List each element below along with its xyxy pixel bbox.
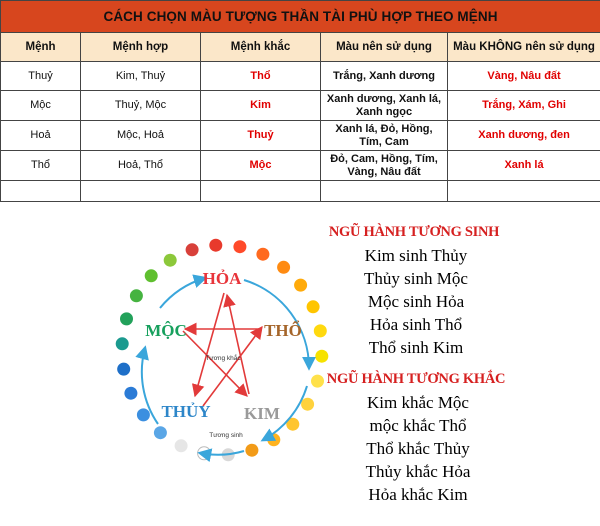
color-dot bbox=[164, 254, 177, 267]
color-dot bbox=[294, 279, 307, 292]
color-dot bbox=[124, 387, 137, 400]
element-kim: KIM bbox=[244, 404, 280, 423]
color-dot bbox=[137, 408, 150, 421]
table-row bbox=[1, 91, 600, 121]
label-tuong-khac: Tương khắc bbox=[205, 355, 241, 362]
header-mau-khong-nen: Màu KHÔNG nên sử dụng bbox=[448, 33, 600, 62]
cell-menh: Hoả bbox=[1, 121, 81, 151]
cell-menh-hop: Hoả, Thổ bbox=[81, 151, 201, 181]
cell-menh: Mộc bbox=[1, 91, 81, 121]
header-menh-hop: Mệnh hợp bbox=[81, 33, 201, 62]
color-dot bbox=[154, 426, 167, 439]
cell-menh-hop: Kim, Thuỷ bbox=[81, 62, 201, 91]
color-dot bbox=[120, 312, 133, 325]
cell-mau-khong-nen: Xanh lá bbox=[448, 151, 600, 181]
five-elements-graphic bbox=[0, 198, 600, 526]
cell-menh-khac: Mộc bbox=[201, 151, 321, 181]
cell-mau-nen: Xanh dương, Xanh lá, Xanh ngọc bbox=[321, 91, 448, 121]
color-dot bbox=[311, 375, 324, 388]
verse-line: Hỏa khắc Kim bbox=[368, 485, 468, 504]
color-dot bbox=[186, 243, 199, 256]
cell-menh-hop: Thuỷ, Mộc bbox=[81, 91, 201, 121]
table-title: CÁCH CHỌN MÀU TƯỢNG THẦN TÀI PHÙ HỢP THEO MỆNH bbox=[1, 1, 600, 33]
cell-menh-khac: Thổ bbox=[201, 62, 321, 91]
tuong-khac-heading: NGŨ HÀNH TƯƠNG KHẮC bbox=[326, 371, 506, 387]
cell-mau-khong-nen: Trắng, Xám, Ghi bbox=[448, 91, 600, 121]
header-menh: Mệnh bbox=[1, 33, 81, 62]
cell-mau-khong-nen: Xanh dương, đen bbox=[448, 121, 600, 151]
verse-line: Thủy sinh Mộc bbox=[364, 269, 468, 288]
color-dot bbox=[130, 289, 143, 302]
verse-line: Kim sinh Thủy bbox=[364, 246, 468, 265]
color-table bbox=[0, 0, 600, 202]
element-thuy: THỦY bbox=[161, 402, 211, 421]
color-dot bbox=[315, 350, 328, 363]
color-dot bbox=[307, 300, 320, 313]
verse-line: mộc khắc Thổ bbox=[369, 416, 467, 435]
cell-menh: Thổ bbox=[1, 151, 81, 181]
tuong-sinh-heading: NGŨ HÀNH TƯƠNG SINH bbox=[328, 224, 500, 240]
cell-mau-khong-nen: Vàng, Nâu đất bbox=[448, 62, 600, 91]
color-dot bbox=[209, 239, 222, 252]
element-tho: THỔ bbox=[264, 321, 302, 340]
color-dot bbox=[314, 324, 327, 337]
cell-menh-hop: Mộc, Hoả bbox=[81, 121, 201, 151]
tuong-sinh-cycle bbox=[142, 278, 309, 455]
color-dot bbox=[175, 439, 188, 452]
verse-line: Mộc sinh Hỏa bbox=[367, 292, 465, 311]
color-dot bbox=[145, 269, 158, 282]
element-moc: MỘC bbox=[145, 321, 187, 340]
verse-line: Thổ sinh Kim bbox=[368, 338, 464, 357]
label-tuong-sinh: Tương sinh bbox=[209, 432, 243, 439]
header-menh-khac: Mệnh khắc bbox=[201, 33, 321, 62]
cell-menh-khac: Kim bbox=[201, 91, 321, 121]
color-dot bbox=[117, 363, 130, 376]
color-dot bbox=[277, 261, 290, 274]
cell-mau-nen: Trắng, Xanh dương bbox=[321, 62, 448, 91]
verse-line: Hỏa sinh Thổ bbox=[369, 315, 463, 334]
element-hoa: HỎA bbox=[202, 269, 242, 288]
table-row bbox=[1, 121, 600, 151]
cell-menh-khac: Thuỷ bbox=[201, 121, 321, 151]
verse-line: Kim khắc Mộc bbox=[367, 393, 469, 412]
color-dot bbox=[116, 337, 129, 350]
cell-mau-nen: Xanh lá, Đỏ, Hồng, Tím, Cam bbox=[321, 121, 448, 151]
color-dot bbox=[256, 248, 269, 261]
cell-mau-nen: Đỏ, Cam, Hồng, Tím, Vàng, Nâu đất bbox=[321, 151, 448, 181]
tuong-khac-star bbox=[183, 293, 262, 406]
verse-line: Thổ khắc Thủy bbox=[366, 439, 470, 458]
table-row bbox=[1, 151, 600, 181]
header-mau-nen: Màu nên sử dụng bbox=[321, 33, 448, 62]
cell-menh: Thuỷ bbox=[1, 62, 81, 91]
verse-line: Thủy khắc Hỏa bbox=[365, 462, 471, 481]
color-dot bbox=[233, 240, 246, 253]
table-row bbox=[1, 62, 600, 91]
color-dot bbox=[245, 444, 258, 457]
color-dot bbox=[301, 398, 314, 411]
verse-panel bbox=[327, 222, 505, 504]
